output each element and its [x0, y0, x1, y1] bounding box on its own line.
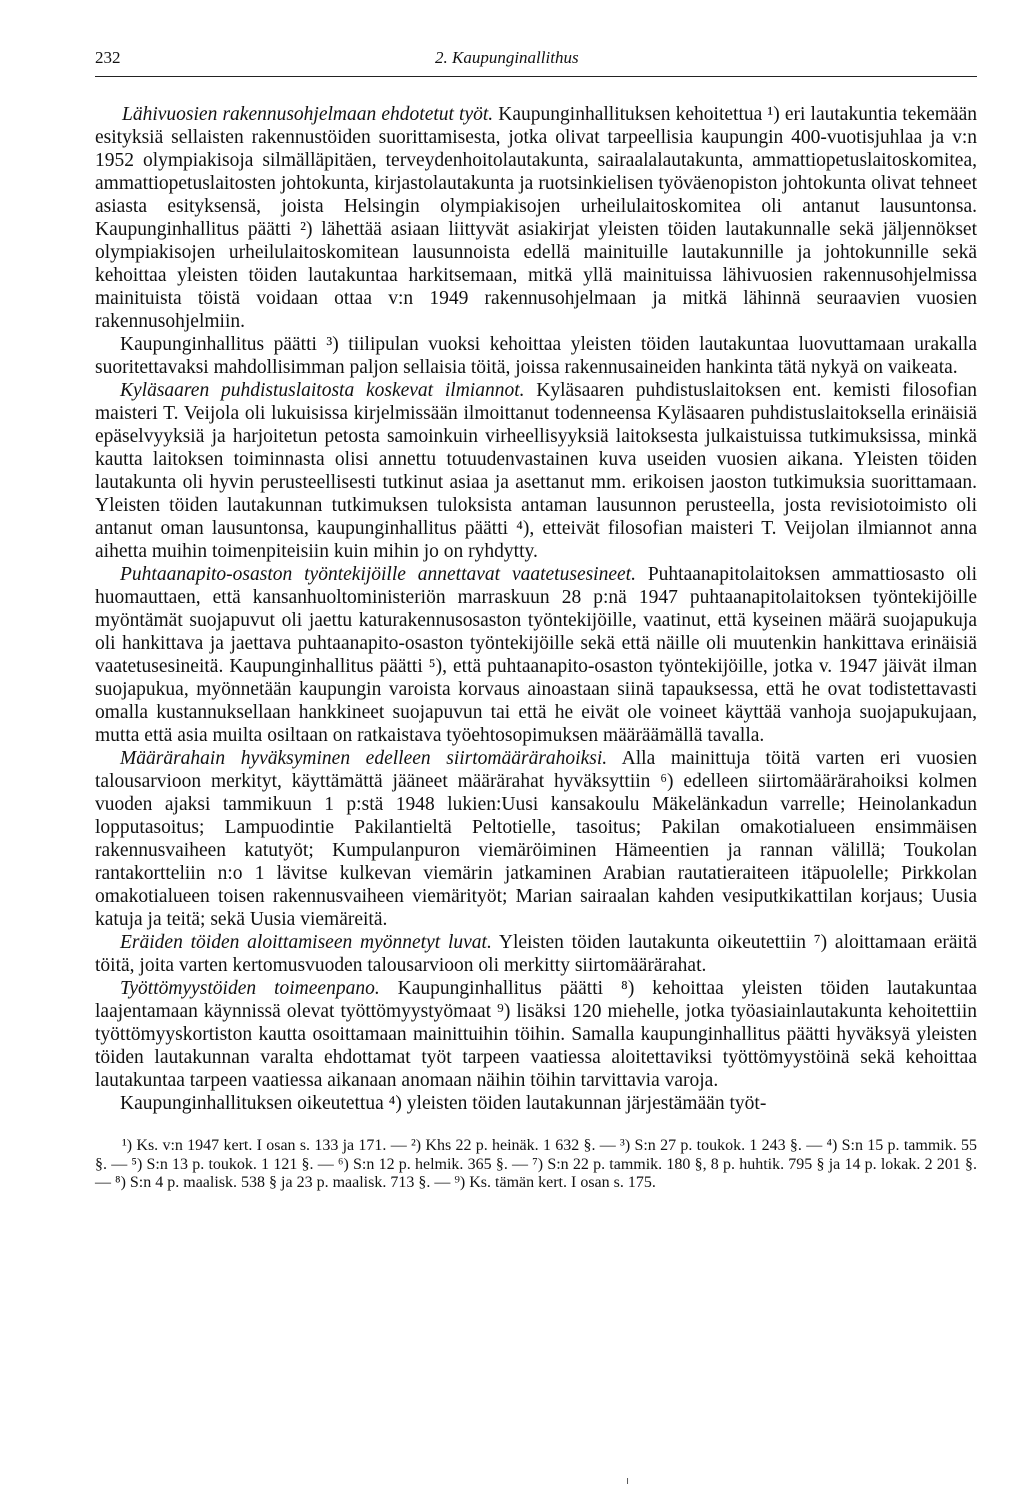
body-text: [95, 103, 977, 1115]
paragraph: [95, 977, 977, 1092]
section-heading: Eräiden töiden aloittamiseen myönnetyt luvat.: [120, 932, 492, 953]
page-header: [95, 48, 977, 77]
paragraph-text: Kaupunginhallituksen kehoitettua ¹) eri lautakuntia tekemään esityksiä sellaisten rakennustöiden suorittamisesta, jotka olivat tarpeellisia kaupungin 400-vuotisjuhlaa ja v:n 1952 olympiakisoja silmälläpitäen, terveydenhoitolautakunta, sairaalalautakunta, ammattiopetuslaitoskomitea, ammattiopetuslaitosten johtokunta, kirjastolautakunta ja ruotsinkielisen työväenopiston johtokunta olivat tehneet asiasta esityksensä, joista Helsingin olympiakisojen urheilulaitoskomitea oli antanut lausuntonsa. Kaupunginhallitus päätti ²) lähettää asiaan liittyvät asiakirjat yleisten töiden lautakunnalle sekä jäljennökset olympiakisojen urheilulaitoskomitean lausunnoista edellä mainituille lautakunnille ja johtokunnille sekä kehoittaa yleisten töiden lautakuntaa harkitsemaan, mitkä yllä mainituissa lähivuosien rakennusohjelmissa mainituista töistä voidaan ottaa v:n 1949 rakennusohjelmaan ja mitkä lähinnä seuraavien vuosien rakennusohjelmiin.: [95, 104, 978, 332]
paragraph: [95, 931, 977, 977]
paragraph-text: Kaupunginhallitus päätti ³) tiilipulan vuoksi kehoittaa yleisten töiden lautakuntaa luovuttamaan urakalla suoritettavaksi mahdollisimman paljon sellaisia töitä, joissa rakennusaineiden hankinta tätä nykyä on vaikeata.: [95, 334, 977, 378]
paragraph-text: Kaupunginhallituksen oikeutettua ⁴) yleisten töiden lautakunnan järjestämään työt-: [120, 1093, 767, 1114]
paragraph-text: Puhtaanapitolaitoksen ammattiosasto oli huomauttaen, että kansanhuoltoministeriön marraskuun 28 p:nä 1947 puhtaanapitolaitoksen työntekijöille myöntämät suojapuvut oli jaettu katurakennusosaston työntekijöille, vaatinut, että kyseinen määrä suojapukuja oli hankittava ja jaettava puhtaanapito-osaston työntekijöille sekä että näille oli muutenkin hankittava erinäisiä vaatetusesineitä. Kaupunginhallitus päätti ⁵), että puhtaanapito-osaston työntekijöille, jotka v. 1947 jäivät ilman suojapukua, myönnetään kaupungin varoista korvaus ainoastaan siinä tapauksessa, että he ovat todistettavasti omalla kustannuksellaan hankkineet suojapuvun tai että he eivät ole voineet käyttää vanhoja suojapukujaan, mutta että asia muilta osiltaan on ratkaistava työehtosopimuksen määräämällä tavalla.: [95, 564, 977, 746]
paragraph: [95, 1092, 977, 1115]
footnote-rule: [95, 1130, 395, 1131]
paragraph: [95, 747, 977, 931]
paragraph-text: Yleisten töiden lautakunta oikeutettiin ⁷) aloittamaan eräitä töitä, joita varten kertomusvuoden talousarvioon oli merkitty siirtomäärärahat.: [95, 932, 977, 976]
page-number: 232: [95, 48, 121, 67]
footnote-text: ¹) Ks. v:n 1947 kert. I osan s. 133 ja 171. — ²) Khs 22 p. heinäk. 1 632 §. — ³) S:n 27 p. toukok. 1 243 §. — ⁴) S:n 15 p. tammik. 55 §. — ⁵) S:n 13 p. toukok. 1 121 §. — ⁶) S:n 12 p. helmik. 365 §. — ⁷) S:n 22 p. tammik. 180 §, 8 p. huhtik. 795 § ja 14 p. lokak. 2 201 §. — ⁸) S:n 4 p. maalisk. 538 § ja 23 p. maalisk. 713 §. — ⁹) Ks. tämän kert. I osan s. 175.: [95, 1137, 977, 1191]
paragraph-text: Alla mainittuja töitä varten eri vuosien talousarvioon merkityt, käyttämättä jääneet määrärahat hyväksyttiin ⁶) edelleen siirtomäärärahoiksi kolmen vuoden ajaksi tammikuun 1 p:stä 1948 lukien:Uusi kansakoulu Mäkelänkadun varrelle; Heinolankadun lopputasoitus; Lampuodintie Pakilantieltä Peltotielle, tasoitus; Pakilan omakotialueen ensimmäisen rakennusvaiheen katutyöt; Kumpulanpuron viemäröiminen Hämeentien ja rannan välillä; Toukolan rantakortteliin n:o 1 lävitse kulkevan viemärin jatkaminen Arabian rautatieraiteen itäpuolelle; Pirkkolan omakotialueen toisen rakennusvaiheen viemärityöt; Marian sairaalan kahden vesiputkikattilan korjaus; Uusia katuja ja teitä; sekä Uusia viemäreitä.: [95, 748, 977, 930]
footnotes: [95, 1130, 977, 1193]
paragraph: [95, 103, 977, 333]
scan-mark-icon: ı: [626, 1474, 630, 1487]
document-page: [95, 48, 977, 1193]
section-heading: Työttömyystöiden toimeenpano.: [120, 978, 380, 999]
paragraph: [95, 333, 977, 379]
paragraph-text: Kaupunginhallitus päätti ⁸) kehoittaa yleisten töiden lautakuntaa laajentamaan käynnissä olevat työttömyystyömaat ⁹) lisäksi 120 miehelle, jotka työasiainlautakunta kehoitettiin työttömyyskortiston kautta osoittamaan mainittuihin töihin. Samalla kaupunginhallitus päätti hyväksyä yleisten töiden lautakunnan varalta ehdottamat työt tarpeen vaatiessa aloitettaviksi työttömyystöinä sekä kehoittaa lautakuntaa tarpeen vaatiessa aikanaan anomaan näihin töihin tarvittavia varoja.: [95, 978, 977, 1091]
section-heading: Puhtaanapito-osaston työntekijöille annettavat vaatetusesineet.: [120, 564, 636, 585]
running-title: 2. Kaupunginallithus: [435, 48, 579, 67]
section-heading: Määrärahain hyväksyminen edelleen siirtomäärärahoiksi.: [120, 748, 608, 769]
paragraph: [95, 563, 977, 747]
paragraph: [95, 379, 977, 563]
section-heading: Kyläsaaren puhdistuslaitosta koskevat ilmiannot.: [120, 380, 525, 401]
paragraph-text: Kyläsaaren puhdistuslaitoksen ent. kemisti filosofian maisteri T. Veijola oli lukuisissa kirjelmissään ilmoittanut todenneensa Kyläsaaren puhdistuslaitoksella erinäisiä epäselvyyksiä ja harjoitetun petosta samoinkuin virheellisyyksiä laitoksesta julkaistuissa tutkimuksissa, minkä kautta laitoksen toiminnasta olisi annettu totuudenvastainen kuva useiden vuosien aikana. Yleisten töiden lautakunta oli hyvin perusteellisesti tutkinut asiaa ja asettanut mm. erikoisen jaoston tutkimuksia suorittamaan. Yleisten töiden lautakunnan tutkimuksen tuloksista antaman lausunnon perusteella, josta revisiotoimisto oli antanut oman lausuntonsa, kaupunginhallitus päätti ⁴), etteivät filosofian maisteri T. Veijolan ilmiannot anna aihetta muihin toimenpiteisiin kuin mihin jo on ryhdytty.: [95, 380, 978, 562]
section-heading: Lähivuosien rakennusohjelmaan ehdotetut työt.: [122, 104, 494, 125]
